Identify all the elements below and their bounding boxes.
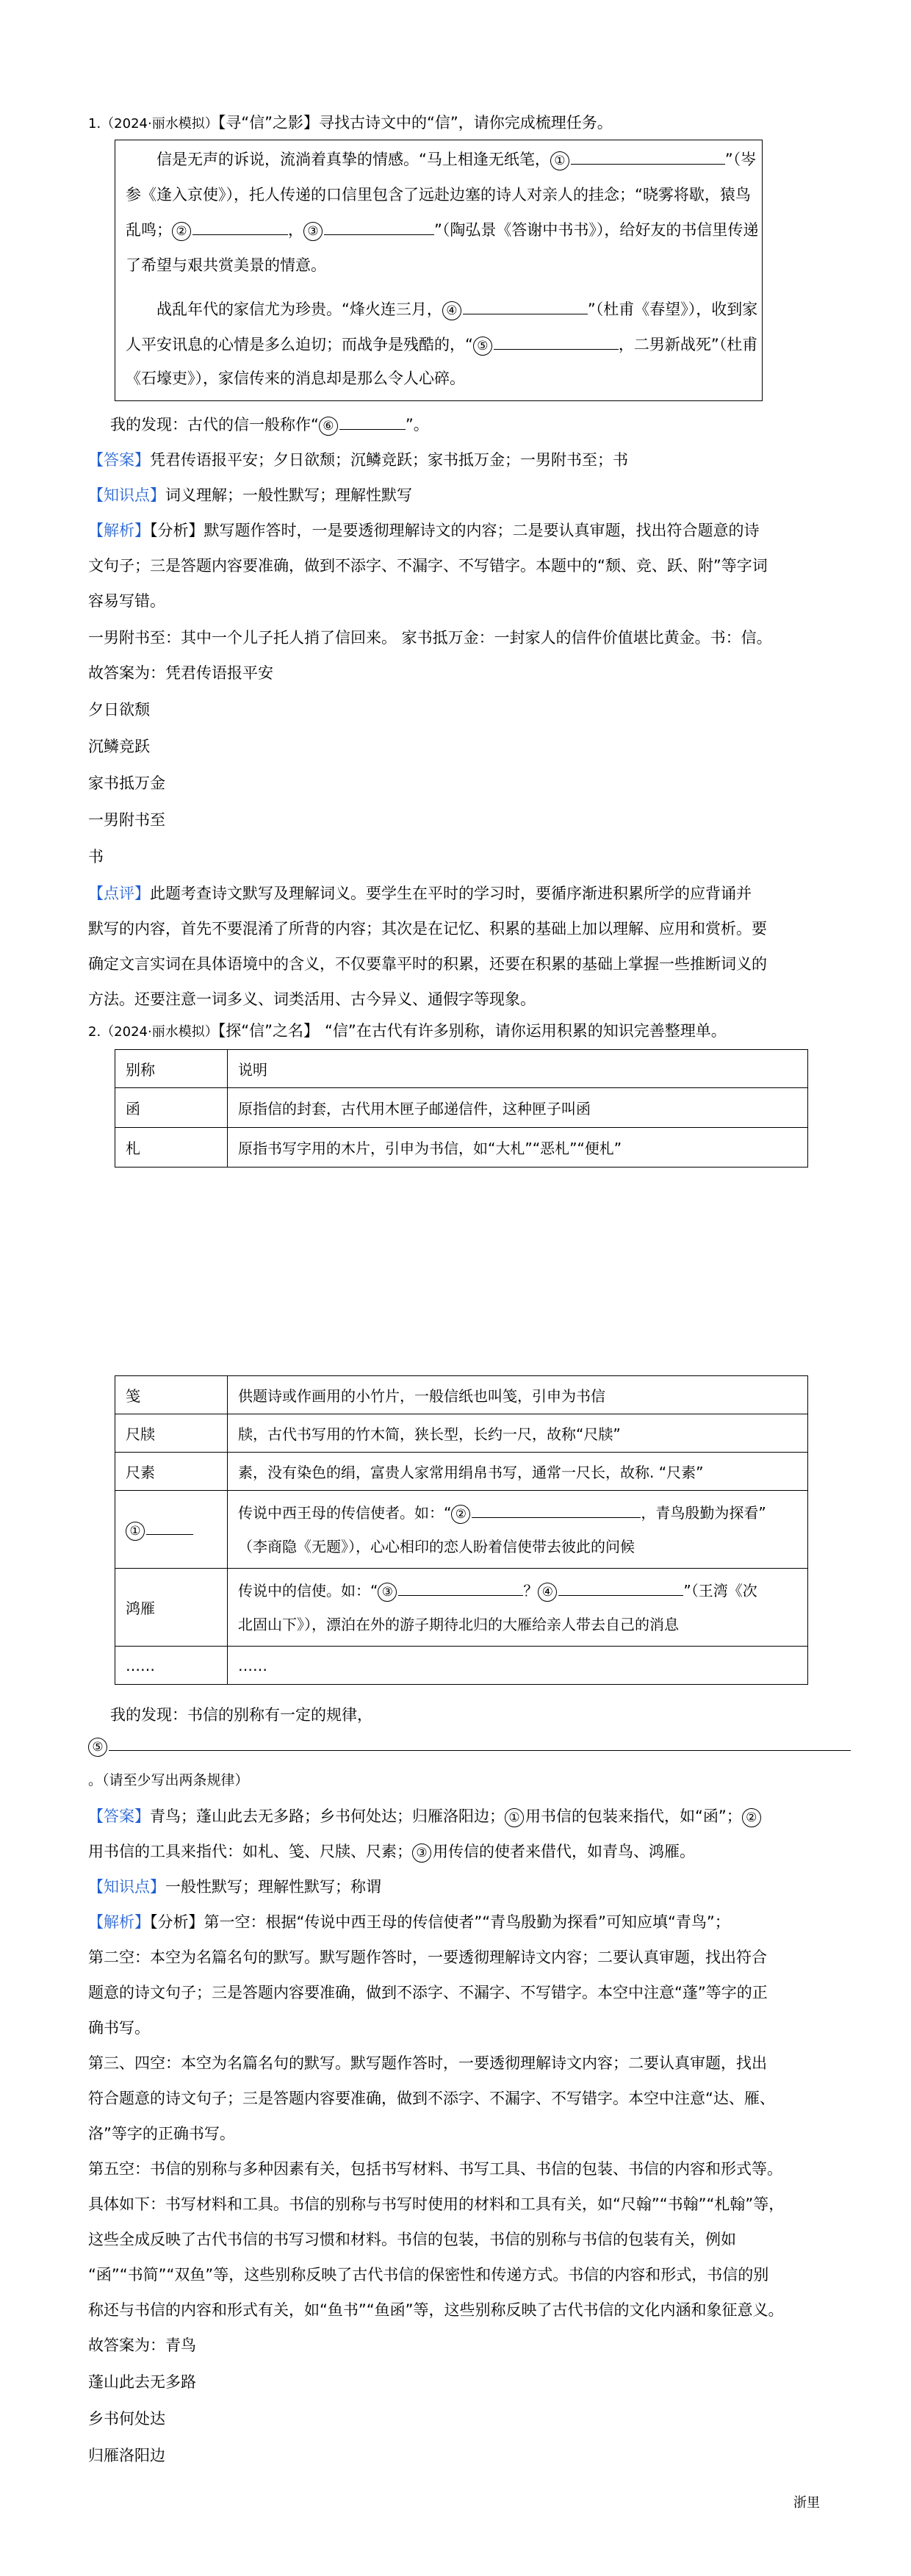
answer-mark-1: ① bbox=[505, 1808, 524, 1827]
q2-knowledge-point: 【知识点】一般性默写；理解性默写；称谓 bbox=[88, 1878, 381, 1896]
q2-analysis-7: 洛”等字的正确书写。 bbox=[88, 2125, 235, 2143]
blank-mark-1: ① bbox=[550, 151, 569, 170]
blank-5[interactable] bbox=[109, 1734, 851, 1751]
q1-box-line-4: 了希望与艰共赏美景的情意。 bbox=[126, 256, 326, 274]
table-row bbox=[115, 1453, 808, 1491]
table-row bbox=[115, 1569, 808, 1647]
blank-mark-6: ⑥ bbox=[319, 417, 338, 436]
blank-mark-3: ③ bbox=[378, 1583, 397, 1602]
alias-desc: 素，没有染色的绢，富贵人家常用绢帛书写，通常一尺长，故称. “尺素” bbox=[228, 1453, 808, 1491]
q1-analysis-4: 一男附书至：其中一个儿子托人捎了信回来。 家书抵万金：一封家人的信件价值堪比黄金。书：信。 bbox=[88, 629, 772, 647]
q2-analysis-1: 【解析】【分析】第一空：根据“传说中西王母的传信使者”“青鸟殷勤为探看”可知应填“青鸟”； bbox=[88, 1913, 730, 1931]
alias-desc: 原指信的封套，古代用木匣子邮递信件，这种匣子叫函 bbox=[228, 1088, 808, 1128]
table-header-cell: 说明 bbox=[228, 1050, 808, 1088]
q2-analysis-11: “函”“书简”“双鱼”等，这些别称反映了古代书信的保密性和传递方式。书信的内容和形式，书信的别 bbox=[88, 2266, 769, 2284]
q1-box-line-6: 人平安讯息的心情是多么迫切；而战争是残酷的，“ ⑤ ，二男新战死”（杜甫 bbox=[126, 333, 757, 356]
q1-analysis-3: 容易写错。 bbox=[88, 592, 165, 610]
alias-name: 札 bbox=[115, 1128, 228, 1168]
blank-3[interactable] bbox=[324, 218, 434, 235]
alias-desc-line: （李商隐《无题》），心心相印的恋人盼着信使带去彼此的问候 bbox=[238, 1537, 635, 1555]
table-row bbox=[115, 1491, 808, 1569]
alias-desc-line: 传说中西王母的传信使者。如：“ ② ，青鸟殷勤为探看” bbox=[238, 1496, 797, 1530]
alias-desc-line: 传说中的信使。如：“ ③ ？ ④ ”（王湾《次 bbox=[238, 1574, 797, 1608]
q2-analysis-3: 题意的诗文句子；三是答题内容要准确，做到不添字、不漏字、不写错字。本空中注意“蓬”等字的正 bbox=[88, 1984, 768, 2001]
q2-prompt: “信”在古代有许多别称，请你运用积累的知识完善整理单。 bbox=[324, 1022, 727, 1040]
alias-name: 尺素 bbox=[115, 1453, 228, 1491]
alias-name: …… bbox=[115, 1647, 228, 1685]
blank-5[interactable] bbox=[494, 333, 619, 350]
q2-topic: 【探“信”之名】 bbox=[217, 1022, 319, 1040]
blank-2[interactable] bbox=[192, 218, 288, 235]
q1-finding: 我的发现：古代的信一般称作“ ⑥ ”。 bbox=[110, 413, 429, 436]
q1-analysis-1: 【解析】【分析】默写题作答时，一是要透彻理解诗文的内容；二是要认真审题，找出符合题意的诗 bbox=[88, 522, 760, 539]
q1-comment-4: 方法。还要注意一词多义、词类活用、古今异义、通假字等现象。 bbox=[88, 990, 536, 1008]
q2-finding: 我的发现：书信的别称有一定的规律， bbox=[110, 1706, 372, 1724]
blank-4[interactable] bbox=[558, 1579, 683, 1596]
q2-source: （2024·丽水模拟） bbox=[101, 1024, 218, 1040]
table-row bbox=[115, 1088, 808, 1128]
q1-poem-box bbox=[115, 140, 763, 401]
q1-box-line-3: 乱鸣； ② ， ③ ”（陶弘景《答谢中书书》），给好友的书信里传递 bbox=[126, 218, 758, 241]
q1-comment-3: 确定文言实词在具体语境中的含义，不仅要靠平时的积累，还要在积累的基础上掌握一些推断词义的 bbox=[88, 955, 767, 973]
q1-box-line-1: 信是无声的诉说，流淌着真挚的情感。“马上相逢无纸笔， ① ”（岑 bbox=[156, 148, 756, 170]
blank-1[interactable] bbox=[571, 148, 725, 165]
table-header-cell: 别称 bbox=[115, 1050, 228, 1088]
alias-desc: 供题诗或作画用的小竹片，一般信纸也叫笺，引申为书信 bbox=[228, 1376, 808, 1414]
blank-1[interactable] bbox=[146, 1518, 193, 1535]
q2-analysis-4: 确书写。 bbox=[88, 2019, 150, 2037]
table-header-row bbox=[115, 1050, 808, 1088]
q2-analysis-2: 第二空：本空为名篇名句的默写。默写题作答时，一要透彻理解诗文内容；二要认真审题，找出符合 bbox=[88, 1949, 767, 1966]
alias-name: 笺 bbox=[115, 1376, 228, 1414]
table-row bbox=[115, 1128, 808, 1168]
q1-answer-line: 沉鳞竞跃 bbox=[88, 738, 150, 755]
blank-mark-4: ④ bbox=[442, 301, 461, 320]
footer-label: 浙里 bbox=[793, 2495, 820, 2511]
q1-knowledge-point: 【知识点】词义理解；一般性默写；理解性默写 bbox=[88, 486, 412, 504]
alias-desc bbox=[228, 1569, 808, 1647]
blank-mark-5: ⑤ bbox=[88, 1738, 107, 1757]
blank-3[interactable] bbox=[398, 1579, 523, 1596]
q1-comment-1: 【点评】此题考查诗文默写及理解词义。要学生在平时的学习时，要循序渐进积累所学的应背诵并 bbox=[88, 885, 752, 902]
alias-desc-line: 北固山下》），漂泊在外的游子期待北归的大雁给亲人带去自己的消息 bbox=[238, 1615, 679, 1633]
q2-answer-2: 用书信的工具来指代：如札、笺、尺牍、尺素； ③ 用传信的使者来借代，如青鸟、鸿雁。 bbox=[88, 1840, 695, 1863]
q2-analysis-5: 第三、四空：本空为名篇名句的默写。默写题作答时，一要透彻理解诗文内容；二要认真审题，找出 bbox=[88, 2054, 767, 2072]
alias-name-blank bbox=[115, 1491, 228, 1569]
blank-4[interactable] bbox=[463, 298, 588, 314]
q2-finding-note: 。（请至少写出两条规律） bbox=[88, 1772, 249, 1788]
q2-analysis-6: 符合题意的诗文句子；三是答题内容要准确，做到不添字、不漏字、不写错字。本空中注意“达、雁、 bbox=[88, 2090, 775, 2107]
alias-name: 鸿雁 bbox=[115, 1569, 228, 1647]
q1-box-line-7: 《石壕吏》），家信传来的消息却是那么令人心碎。 bbox=[126, 370, 465, 387]
q1-comment-2: 默写的内容，首先不要混淆了所背的内容；其次是在记忆、积累的基础上加以理解、应用和赏析。要 bbox=[88, 920, 767, 938]
q2-analysis-10: 这些全成反映了古代书信的书写习惯和材料。书信的包装，书信的别称与书信的包装有关，例如 bbox=[88, 2231, 736, 2248]
blank-mark-1: ① bbox=[126, 1522, 145, 1541]
alias-name: 尺牍 bbox=[115, 1414, 228, 1453]
alias-name: 函 bbox=[115, 1088, 228, 1128]
q2-answer-line: 蓬山此去无多路 bbox=[88, 2373, 196, 2391]
q1-analysis-2: 文句子；三是答题内容要准确，做到不添字、不漏字、不写错字。本题中的“颓、竞、跃、附”等字词 bbox=[88, 557, 768, 575]
q1-answer-intro: 故答案为：凭君传语报平安 bbox=[88, 664, 273, 682]
alias-desc: 牍，古代书写用的竹木简，狭长型，长约一尺，故称“尺牍” bbox=[228, 1414, 808, 1453]
q2-header bbox=[88, 1018, 727, 1045]
table-row bbox=[115, 1647, 808, 1685]
q2-analysis-8: 第五空：书信的别称与多种因素有关，包括书写材料、书写工具、书信的包装、书信的内容和形式等。 bbox=[88, 2160, 782, 2178]
blank-mark-3: ③ bbox=[303, 222, 323, 241]
q2-finding-blank-row bbox=[88, 1734, 851, 1757]
q1-header bbox=[88, 110, 613, 137]
alias-desc: 原指书写字用的木片，引申为书信，如“大札”“恶札”“便札” bbox=[228, 1128, 808, 1168]
blank-6[interactable] bbox=[339, 413, 406, 430]
q2-analysis-12: 称还与书信的内容和形式有关，如“鱼书”“鱼函”等，这些别称反映了古代书信的文化内涵和象征意义。 bbox=[88, 2301, 784, 2319]
alias-table-top bbox=[115, 1049, 808, 1168]
q1-answer-line: 夕日欲颓 bbox=[88, 701, 150, 719]
q2-answer-line: 乡书何处达 bbox=[88, 2410, 165, 2428]
q1-number: 1. bbox=[88, 116, 101, 132]
q1-answer-line: 书 bbox=[88, 848, 104, 866]
blank-mark-5: ⑤ bbox=[473, 337, 492, 356]
blank-mark-2: ② bbox=[451, 1505, 470, 1524]
q1-answer-line: 一男附书至 bbox=[88, 811, 165, 829]
q1-answer-line: 家书抵万金 bbox=[88, 774, 165, 792]
blank-2[interactable] bbox=[472, 1501, 641, 1518]
answer-mark-3: ③ bbox=[412, 1843, 431, 1863]
q1-box-line-5: 战乱年代的家信尤为珍贵。“烽火连三月， ④ ”（杜甫《春望》），收到家 bbox=[156, 298, 757, 320]
alias-table-bottom bbox=[115, 1375, 808, 1685]
answer-mark-2: ② bbox=[742, 1808, 761, 1827]
q1-prompt: 寻找古诗文中的“信”，请你完成梳理任务。 bbox=[318, 114, 613, 132]
table-row bbox=[115, 1376, 808, 1414]
q2-number: 2. bbox=[88, 1024, 101, 1040]
blank-mark-4: ④ bbox=[538, 1583, 557, 1602]
q2-analysis-9: 具体如下：书写材料和工具。书信的别称与书写时使用的材料和工具有关，如“尺翰”“书翰”“札翰”等， bbox=[88, 2195, 785, 2213]
q1-answer: 【答案】凭君传语报平安；夕日欲颓；沉鳞竞跃；家书抵万金；一男附书至；书 bbox=[88, 451, 628, 469]
q2-answer-intro: 故答案为：青鸟 bbox=[88, 2336, 196, 2354]
q2-answer-line: 归雁洛阳边 bbox=[88, 2447, 165, 2464]
table-row bbox=[115, 1414, 808, 1453]
blank-mark-2: ② bbox=[172, 222, 191, 241]
alias-desc: …… bbox=[228, 1647, 808, 1685]
q2-answer-1: 【答案】青鸟；蓬山此去无多路；乡书何处达；归雁洛阳边； ① 用书信的包装来指代，如“函”； ② bbox=[88, 1805, 763, 1827]
alias-desc bbox=[228, 1491, 808, 1569]
q1-box-line-2: 参《逢入京使》），托人传递的口信里包含了远赴边塞的诗人对亲人的挂念；“晓雾将歇，猿鸟 bbox=[126, 186, 751, 204]
q1-source: （2024·丽水模拟） bbox=[101, 116, 218, 132]
q1-topic: 【寻“信”之影】 bbox=[217, 114, 319, 132]
